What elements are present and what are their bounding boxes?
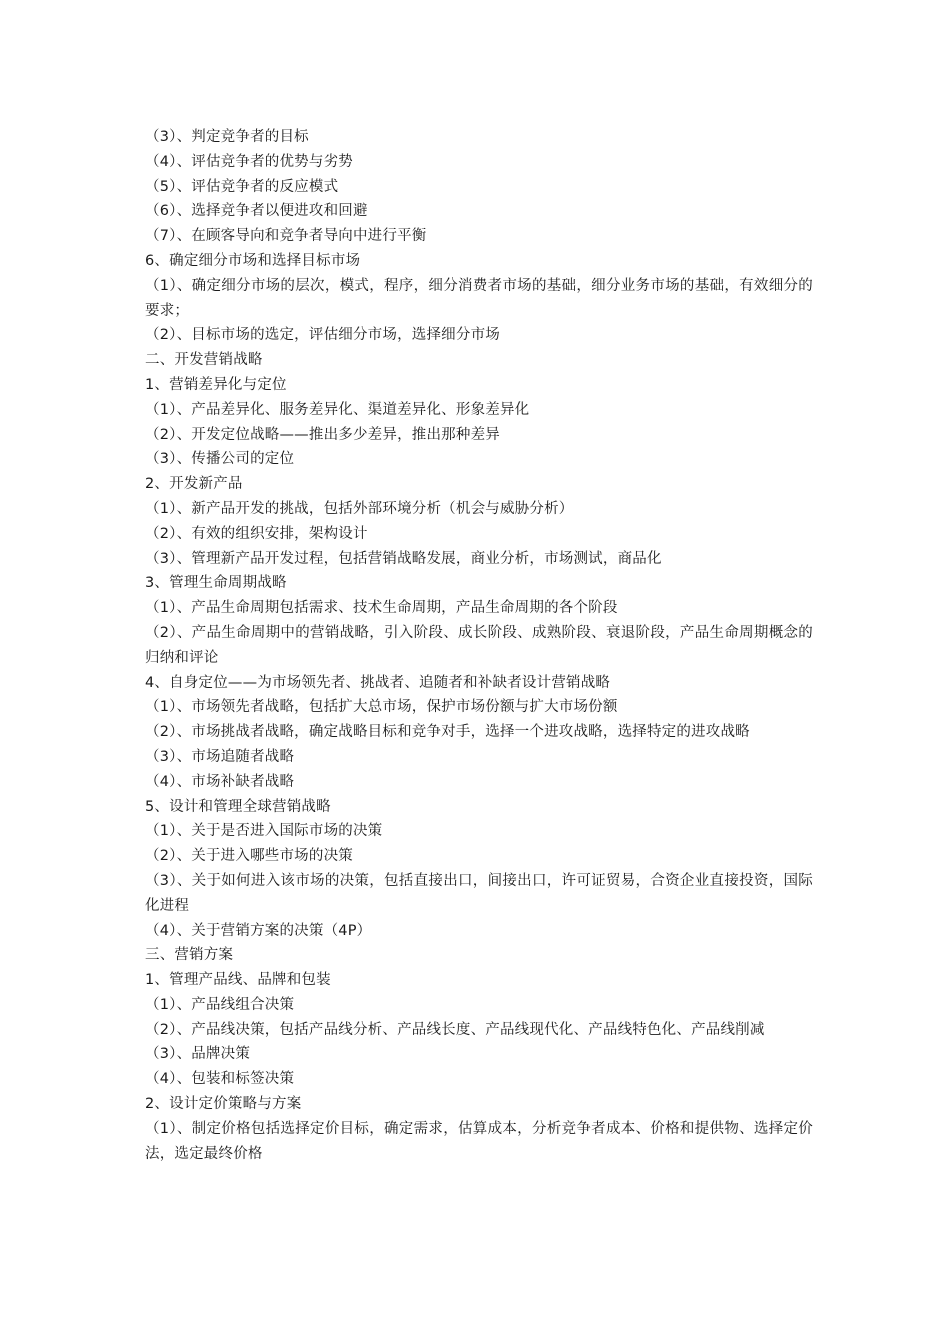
paragraph-line: （3）、判定竞争者的目标: [145, 129, 309, 145]
paragraph-line: （1）、产品差异化、服务差异化、渠道差异化、形象差异化: [145, 401, 530, 418]
section-heading: 2、设计定价策略与方案: [145, 1096, 302, 1113]
paragraph-line: （3）、关于如何进入该市场的决策，包括直接出口，间接出口，许可证贸易，合资企业直接投资，国际化进程: [145, 872, 813, 914]
paragraph-line: （2）、关于进入哪些市场的决策: [145, 848, 353, 865]
section-heading: 1、营销差异化与定位: [145, 376, 287, 393]
paragraph-line: （3）、市场追随者战略: [145, 748, 295, 765]
paragraph-line: （2）、产品线决策，包括产品线分析、产品线长度、产品线现代化、产品线特色化、产品线削减: [145, 1021, 765, 1038]
paragraph-line: （2）、目标市场的选定，评估细分市场，选择细分市场: [145, 327, 500, 344]
paragraph-line: （1）、确定细分市场的层次，模式，程序，细分消费者市场的基础，细分业务市场的基础，有效细分的要求；: [145, 277, 813, 319]
paragraph-line: （1）、产品线组合决策: [145, 996, 295, 1013]
section-heading: 4、自身定位——为市场领先者、挑战者、追随者和补缺者设计营销战略: [145, 674, 611, 691]
paragraph-line: （4）、市场补缺者战略: [145, 773, 295, 790]
paragraph-line: （4）、评估竞争者的优势与劣势: [145, 153, 353, 170]
paragraph-line: （3）、品牌决策: [145, 1046, 251, 1063]
paragraph-line: （1）、关于是否进入国际市场的决策: [145, 823, 383, 840]
paragraph-line: （3）、传播公司的定位: [145, 451, 295, 468]
section-heading: 1、管理产品线、品牌和包装: [145, 972, 331, 989]
paragraph-line: （1）、制定价格包括选择定价目标，确定需求，估算成本，分析竞争者成本、价格和提供物、选择定价法，选定最终价格: [145, 1120, 813, 1162]
paragraph-line: （1）、新产品开发的挑战，包括外部环境分析（机会与威胁分析）: [145, 500, 574, 517]
paragraph-line: （7）、在顾客导向和竞争者导向中进行平衡: [145, 228, 427, 245]
section-heading: 3、管理生命周期战略: [145, 575, 287, 592]
paragraph-line: （2）、开发定位战略——推出多少差异，推出那种差异: [145, 426, 500, 443]
paragraph-line: （4）、包装和标签决策: [145, 1071, 295, 1088]
paragraph-line: （2）、市场挑战者战略，确定战略目标和竞争对手，选择一个进攻战略，选择特定的进攻战略: [145, 724, 750, 741]
section-heading: 6、确定细分市场和选择目标市场: [145, 252, 361, 269]
document-body: [145, 125, 813, 1166]
paragraph-line: （3）、管理新产品开发过程，包括营销战略发展，商业分析，市场测试，商品化: [145, 550, 662, 567]
paragraph-line: （1）、产品生命周期包括需求、技术生命周期，产品生命周期的各个阶段: [145, 600, 618, 617]
paragraph-line: （5）、评估竞争者的反应模式: [145, 178, 339, 195]
paragraph-line: （6）、选择竞争者以便进攻和回避: [145, 203, 368, 220]
paragraph-line: （2）、有效的组织安排，架构设计: [145, 525, 368, 542]
chapter-heading: 二、开发营销战略: [145, 352, 263, 369]
paragraph-line: （1）、市场领先者战略，包括扩大总市场，保护市场份额与扩大市场份额: [145, 699, 618, 716]
paragraph-line: （2）、产品生命周期中的营销战略，引入阶段、成长阶段、成熟阶段、衰退阶段，产品生命周期概念的归纳和评论: [145, 624, 813, 666]
chapter-heading: 三、营销方案: [145, 947, 234, 964]
paragraph-line: （4）、关于营销方案的决策（4P）: [145, 922, 372, 939]
section-heading: 5、设计和管理全球营销战略: [145, 798, 331, 815]
section-heading: 2、开发新产品: [145, 476, 243, 493]
